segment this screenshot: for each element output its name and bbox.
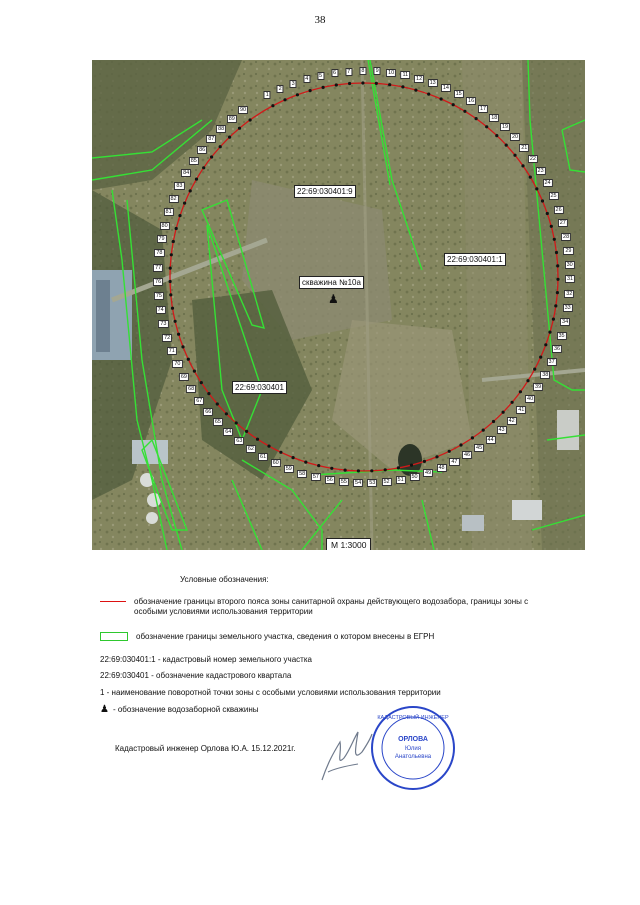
red-line-swatch bbox=[100, 601, 126, 602]
turn-point-label: 79 bbox=[158, 236, 165, 243]
turn-point-dot bbox=[505, 144, 508, 147]
legend-cadastral-number-text: 22:69:030401:1 - кадастровый номер земельного участка bbox=[100, 655, 312, 664]
turn-point-label: 44 bbox=[487, 436, 494, 443]
turn-point-dot bbox=[485, 125, 488, 128]
legend-parcel-text: обозначение границы земельного участка, сведения о котором внесены в ЕГРН bbox=[136, 632, 435, 641]
well-icon: ♟ bbox=[328, 292, 339, 306]
turn-point-dot bbox=[554, 304, 557, 307]
turn-point-dot bbox=[169, 280, 172, 283]
turn-point-label: 49 bbox=[425, 469, 432, 476]
engineer-line: Кадастровый инженер Орлова Ю.А. 15.12.2021г. bbox=[115, 744, 296, 753]
turn-point-dot bbox=[513, 154, 516, 157]
turn-point-label: 45 bbox=[476, 444, 483, 451]
turn-point-label: 36 bbox=[553, 346, 561, 352]
turn-point-dot bbox=[200, 381, 203, 384]
turn-point-label: 90 bbox=[239, 107, 247, 114]
stamp-first: Юлия bbox=[405, 746, 421, 752]
map[interactable] bbox=[92, 60, 585, 550]
turn-point-dot bbox=[475, 117, 478, 120]
turn-point-dot bbox=[225, 412, 228, 415]
turn-point-label: 35 bbox=[558, 332, 565, 339]
turn-point-label: 54 bbox=[355, 479, 362, 486]
turn-point-label: 65 bbox=[214, 419, 221, 426]
turn-point-label: 10 bbox=[388, 69, 395, 76]
green-box-swatch bbox=[100, 632, 128, 641]
turn-point-label: 9 bbox=[375, 68, 379, 75]
turn-point-label: 84 bbox=[183, 170, 190, 176]
turn-point-dot bbox=[174, 320, 177, 323]
turn-point-label: 62 bbox=[247, 446, 254, 453]
turn-point-label: 43 bbox=[498, 427, 505, 434]
turn-point-dot bbox=[183, 202, 186, 205]
turn-point-dot bbox=[427, 93, 430, 96]
turn-point-dot bbox=[177, 333, 180, 336]
turn-point-label: 1 bbox=[265, 92, 269, 99]
turn-point-dot bbox=[335, 83, 338, 86]
turn-point-label: 4 bbox=[305, 76, 309, 83]
turn-point-dot bbox=[292, 456, 295, 459]
turn-point-label: 59 bbox=[285, 465, 292, 472]
turn-point-label: 25 bbox=[550, 193, 557, 200]
stamp-name: ОРЛОВА bbox=[398, 736, 428, 743]
turn-point-dot bbox=[361, 81, 364, 84]
turn-point-dot bbox=[271, 104, 274, 107]
turn-point-dot bbox=[330, 467, 333, 470]
turn-point-label: 26 bbox=[555, 206, 562, 213]
turn-point-label: 37 bbox=[548, 359, 555, 366]
turn-point-dot bbox=[304, 461, 307, 464]
turn-point-label: 29 bbox=[565, 248, 572, 254]
legend-turn-point bbox=[100, 688, 441, 698]
turn-point-dot bbox=[463, 110, 466, 113]
turn-point-label: 88 bbox=[218, 125, 225, 132]
turn-point-label: 53 bbox=[369, 479, 376, 486]
turn-point-label: 6 bbox=[332, 70, 337, 77]
stamp bbox=[370, 705, 456, 791]
turn-point-dot bbox=[370, 469, 373, 472]
turn-point-label: 63 bbox=[236, 438, 243, 444]
legend-zone-row bbox=[100, 597, 539, 617]
turn-point-dot bbox=[556, 278, 559, 281]
turn-point-label: 11 bbox=[402, 72, 409, 79]
turn-point-dot bbox=[435, 455, 438, 458]
turn-point-dot bbox=[169, 293, 172, 296]
turn-point-dot bbox=[296, 93, 299, 96]
page-number: 38 bbox=[314, 14, 326, 26]
legend-cadastral-quarter bbox=[100, 671, 291, 681]
turn-point-dot bbox=[309, 89, 312, 92]
turn-point-label: 5 bbox=[318, 72, 323, 79]
turn-point-dot bbox=[171, 307, 174, 310]
legend-cadastral-number bbox=[100, 655, 312, 665]
turn-point-dot bbox=[235, 421, 238, 424]
turn-point-dot bbox=[202, 166, 205, 169]
turn-point-label: 52 bbox=[383, 478, 390, 485]
turn-point-label: 23 bbox=[537, 168, 544, 174]
turn-point-label: 83 bbox=[176, 182, 183, 189]
turn-point-label: 47 bbox=[451, 459, 458, 466]
turn-point-dot bbox=[556, 291, 559, 294]
turn-point-dot bbox=[228, 136, 231, 139]
turn-point-label: 72 bbox=[164, 334, 171, 341]
turn-point-label: 27 bbox=[559, 220, 566, 227]
turn-point-label: 40 bbox=[527, 395, 534, 402]
legend-title: Условные обозначения: bbox=[180, 575, 269, 584]
turn-point-label: 15 bbox=[455, 91, 462, 98]
turn-point-dot bbox=[322, 86, 325, 89]
turn-point-dot bbox=[216, 402, 219, 405]
legend-well-row bbox=[100, 705, 259, 715]
turn-point-dot bbox=[556, 264, 559, 267]
legend-well-text: - обозначение водозаборной скважины bbox=[112, 705, 259, 714]
turn-point-dot bbox=[317, 464, 320, 467]
turn-point-label: 19 bbox=[501, 123, 509, 130]
turn-point-label: 69 bbox=[180, 373, 187, 380]
turn-point-dot bbox=[344, 469, 347, 472]
turn-point-label: 22 bbox=[529, 156, 536, 162]
turn-point-label: 87 bbox=[208, 135, 215, 142]
turn-point-dot bbox=[195, 178, 198, 181]
turn-point-dot bbox=[283, 98, 286, 101]
turn-point-label: 39 bbox=[535, 384, 542, 391]
turn-point-label: 75 bbox=[155, 293, 162, 299]
turn-point-label: 57 bbox=[312, 474, 319, 481]
turn-point-label: 33 bbox=[564, 304, 571, 311]
turn-point-dot bbox=[539, 356, 542, 359]
turn-point-label: 48 bbox=[438, 464, 445, 471]
scale-label: М 1:3000 bbox=[326, 538, 371, 550]
turn-point-dot bbox=[401, 85, 404, 88]
turn-point-dot bbox=[541, 199, 544, 202]
turn-point-label: 76 bbox=[155, 278, 162, 285]
turn-point-dot bbox=[526, 379, 529, 382]
turn-point-label: 32 bbox=[566, 290, 573, 297]
turn-point-dot bbox=[357, 469, 360, 472]
well-label: скважина №10а bbox=[299, 276, 364, 289]
legend-turn-point-text: 1 - наименование поворотной точки зоны с особыми условиями использования территории bbox=[100, 688, 441, 697]
turn-point-dot bbox=[459, 443, 462, 446]
turn-point-label: 12 bbox=[416, 75, 423, 82]
turn-point-dot bbox=[550, 225, 553, 228]
turn-point-dot bbox=[397, 466, 400, 469]
turn-point-dot bbox=[544, 343, 547, 346]
turn-point-dot bbox=[181, 345, 184, 348]
legend-cadastral-quarter-text: 22:69:030401 - обозначение кадастрового квартала bbox=[100, 671, 292, 680]
turn-point-label: 80 bbox=[161, 222, 168, 229]
turn-point-dot bbox=[384, 468, 387, 471]
turn-point-dot bbox=[511, 401, 514, 404]
turn-point-dot bbox=[187, 358, 190, 361]
turn-point-dot bbox=[552, 318, 555, 321]
turn-point-dot bbox=[175, 227, 178, 230]
turn-point-label: 21 bbox=[521, 144, 528, 151]
turn-point-label: 61 bbox=[260, 453, 267, 460]
turn-point-dot bbox=[210, 155, 213, 158]
turn-point-dot bbox=[267, 445, 270, 448]
turn-point-label: 89 bbox=[228, 116, 235, 122]
turn-point-dot bbox=[502, 411, 505, 414]
turn-point-label: 34 bbox=[562, 318, 569, 325]
turn-point-dot bbox=[471, 436, 474, 439]
turn-point-label: 20 bbox=[511, 133, 519, 140]
turn-point-dot bbox=[388, 83, 391, 86]
turn-point-label: 56 bbox=[326, 477, 333, 484]
turn-point-label: 31 bbox=[566, 276, 574, 283]
turn-point-label: 28 bbox=[563, 234, 570, 240]
parcel-label-1: 22:69:030401:1 bbox=[444, 253, 506, 266]
turn-point-dot bbox=[245, 430, 248, 433]
turn-point-dot bbox=[249, 118, 252, 121]
turn-point-dot bbox=[546, 212, 549, 215]
turn-point-dot bbox=[172, 240, 175, 243]
parcel-label-9: 22:69:030401:9 bbox=[294, 185, 356, 198]
turn-point-dot bbox=[448, 450, 451, 453]
turn-point-dot bbox=[521, 164, 524, 167]
turn-point-label: 55 bbox=[340, 479, 347, 485]
legend-zone-text: обозначение границы второго пояса зоны санитарной охраны действующего водозабора, границы зоны с особыми условиями использования территории bbox=[134, 597, 529, 616]
turn-point-label: 67 bbox=[196, 397, 203, 404]
turn-point-dot bbox=[279, 451, 282, 454]
turn-point-label: 85 bbox=[190, 158, 197, 164]
turn-point-label: 71 bbox=[168, 348, 175, 355]
stamp-patronymic: Анатольевна bbox=[394, 754, 432, 760]
turn-point-dot bbox=[553, 238, 556, 241]
turn-point-dot bbox=[414, 89, 417, 92]
turn-point-label: 24 bbox=[544, 180, 551, 187]
legend-parcel-row bbox=[100, 632, 434, 642]
turn-point-dot bbox=[169, 267, 172, 270]
turn-point-dot bbox=[170, 253, 173, 256]
turn-point-label: 2 bbox=[278, 85, 282, 92]
turn-point-dot bbox=[495, 134, 498, 137]
turn-point-dot bbox=[207, 392, 210, 395]
turn-point-label: 58 bbox=[299, 470, 306, 477]
turn-point-label: 66 bbox=[205, 408, 212, 415]
turn-point-dot bbox=[529, 176, 532, 179]
turn-point-dot bbox=[452, 103, 455, 106]
turn-point-label: 41 bbox=[518, 407, 525, 413]
turn-point-label: 68 bbox=[188, 386, 195, 393]
turn-point-dot bbox=[555, 251, 558, 254]
turn-point-dot bbox=[219, 145, 222, 148]
turn-point-dot bbox=[410, 464, 413, 467]
turn-point-label: 81 bbox=[165, 208, 172, 215]
turn-point-label: 50 bbox=[411, 473, 418, 480]
turn-point-dot bbox=[482, 429, 485, 432]
turn-point-label: 78 bbox=[156, 250, 163, 257]
turn-point-label: 16 bbox=[468, 98, 475, 104]
turn-point-label: 30 bbox=[566, 262, 573, 269]
turn-point-label: 77 bbox=[155, 264, 162, 271]
turn-point-label: 46 bbox=[463, 452, 471, 459]
turn-point-label: 14 bbox=[442, 85, 449, 91]
turn-point-dot bbox=[238, 127, 241, 130]
turn-point-dot bbox=[535, 187, 538, 190]
turn-point-label: 86 bbox=[199, 146, 206, 153]
turn-point-dot bbox=[423, 460, 426, 463]
signature bbox=[318, 722, 376, 786]
turn-point-label: 74 bbox=[157, 307, 164, 314]
well-icon: ♟ bbox=[100, 704, 109, 715]
turn-point-dot bbox=[375, 82, 378, 85]
turn-point-label: 8 bbox=[361, 68, 365, 74]
turn-point-dot bbox=[548, 331, 551, 334]
turn-point-label: 64 bbox=[225, 429, 232, 435]
turn-point-dot bbox=[533, 368, 536, 371]
quarter-label: 22:69:030401 bbox=[232, 381, 287, 394]
turn-point-label: 17 bbox=[479, 105, 487, 112]
turn-point-dot bbox=[256, 438, 259, 441]
turn-point-label: 70 bbox=[174, 361, 181, 368]
turn-point-label: 38 bbox=[542, 371, 549, 378]
turn-point-dot bbox=[189, 189, 192, 192]
turn-point-label: 18 bbox=[491, 114, 498, 121]
turn-point-label: 51 bbox=[397, 476, 404, 483]
turn-point-label: 60 bbox=[272, 460, 279, 467]
turn-point-dot bbox=[348, 82, 351, 85]
turn-point-label: 13 bbox=[429, 79, 436, 86]
turn-point-label: 73 bbox=[160, 321, 167, 327]
turn-point-dot bbox=[492, 420, 495, 423]
turn-point-label: 42 bbox=[508, 417, 515, 424]
turn-point-label: 82 bbox=[170, 195, 177, 202]
turn-point-dot bbox=[519, 390, 522, 393]
turn-point-dot bbox=[178, 214, 181, 217]
turn-point-label: 3 bbox=[291, 80, 295, 87]
stamp-outer-text: КАДАСТРОВЫЙ ИНЖЕНЕР bbox=[377, 715, 449, 721]
turn-point-dot bbox=[193, 370, 196, 373]
turn-point-label: 7 bbox=[347, 68, 351, 75]
turn-point-dot bbox=[440, 97, 443, 100]
